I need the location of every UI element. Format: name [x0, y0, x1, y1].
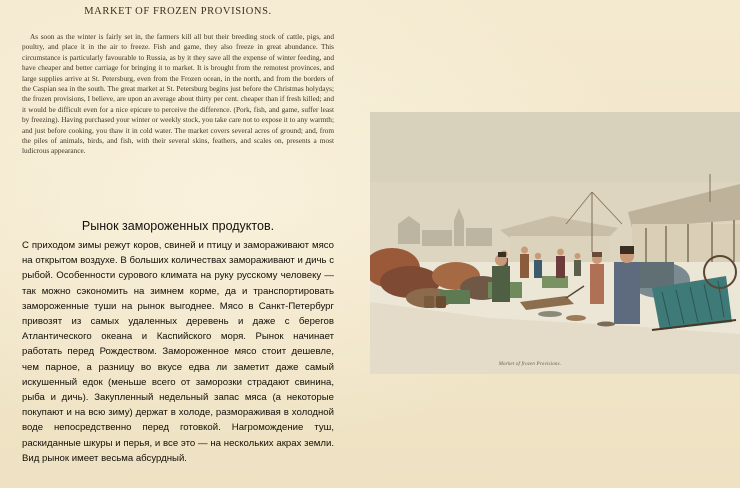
english-title: MARKET OF FROZEN PROVISIONS. [84, 6, 272, 17]
russian-paragraph: С приходом зимы режут коров, свиней и птицу и замораживают мясо на открытом воздухе. В больших количествах замораживают и дичь с рыбой. Особенности сурового климата на руку русскому человеку — так можно сэкономить на зимнем корме, да и транспортировать замороженные туши на рынок выгоднее. Мясо в Санкт-Петербург привозят из самых удаленных деревень и даже с берегов Атлантического океана и Каспийского моря. Рынок начинает работать перед Рождеством. Замороженное мясо стоит дешевле, чем парное, а разницу во вкусе едва ли заметит даже самый искушенный едок (меньше всего от заморозки страдают свинина, рыба и дичь). Закупленный недельный запас мяса (а некоторые покупают и на всю зиму) держат в холоде, размораживая в холодной воде непосредственно перед готовкой. Нагромождение туш, раскиданные шкуры и перья, и все это — на нескольких акрах земли. Вид рынок имеет весьма абсурдный. [22, 240, 334, 464]
market-scene-image [370, 112, 740, 374]
text-column [22, 0, 334, 488]
plate-caption: Market of frozen Provisions. [498, 362, 562, 367]
english-paragraph: As soon as the winter is fairly set in, the farmers kill all but their breeding stock of cattle, pigs, and poultry, and place it in the air to freeze. Fish and game, they also freeze in great abundance. This circumstance is particularly favourable to Russia, as by it they save all the expense of winter feeding, and have cheaper and better carriage for bringing it to market. It is brought from the remotest provinces, and large supplies arrive at St. Petersburg, even from the Frozen ocean, in the north, and from the borders of the Caspian sea in the south. The great market at St. Petersburg begins just before the Christmas holydays; the frozen provisions, I believe, are upon an average about thirty per cent. cheaper than if fresh killed; and it would be difficult even for a nice epicure to perceive the difference. (Pork, fish, and game, suffer least by freezing). Having purchased your winter or weekly stock, you take care not to expose it to any warmth; and just before cooking, you thaw it in cold water. The market covers several acres of ground; and, from the piles of animals, birds, and fish, with their several skins, feathers, and scales on, presents a most ludicrous appearance. [22, 32, 334, 156]
russian-title: Рынок замороженных продуктов. [81, 219, 275, 233]
market-illustration [370, 112, 740, 374]
